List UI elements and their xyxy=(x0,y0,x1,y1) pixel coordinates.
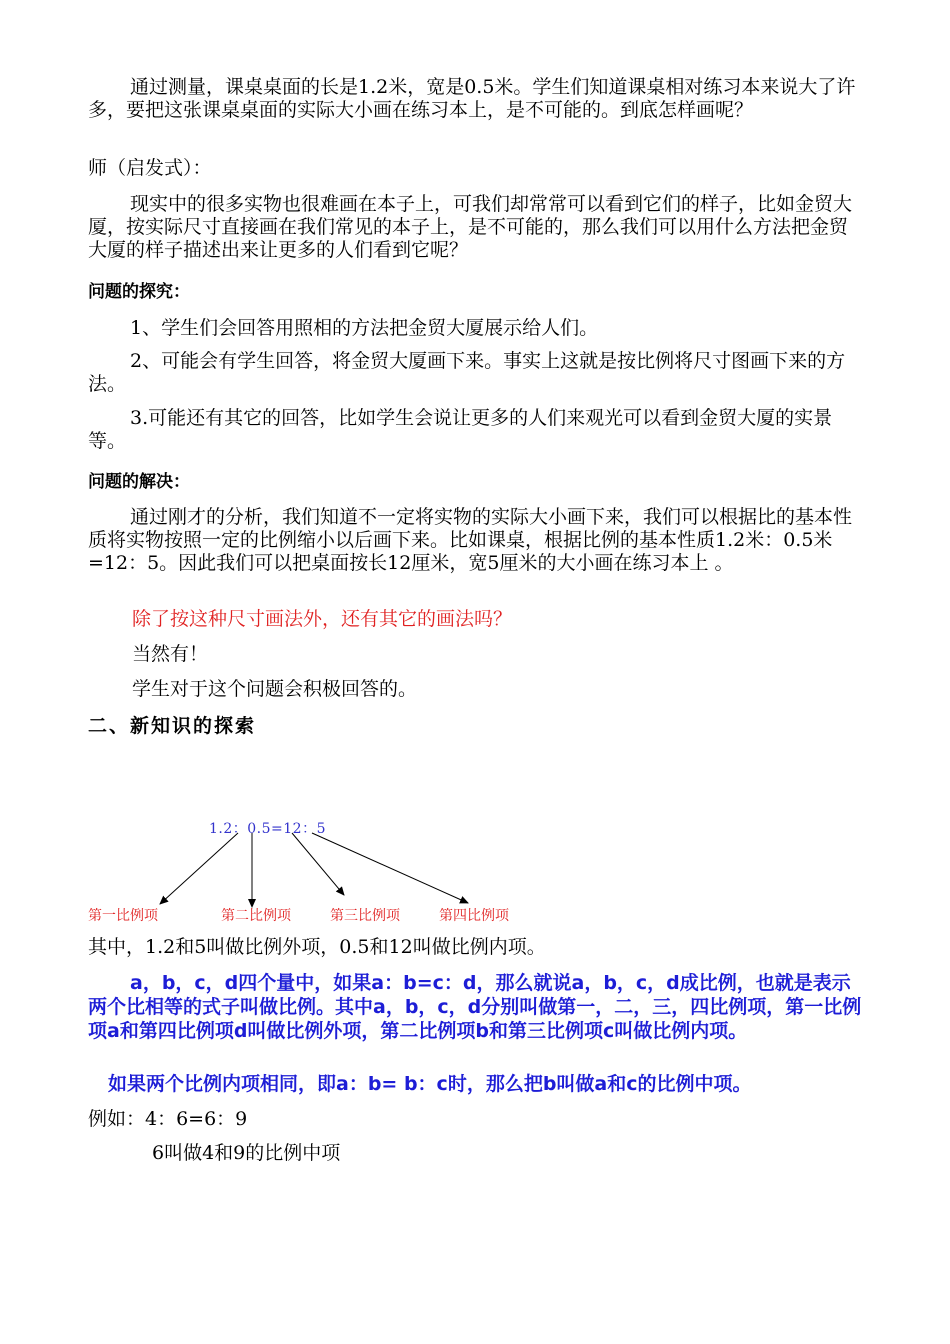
proportion-expression: 1.2：0.5=12：5 xyxy=(209,821,326,837)
explore-item-2: 2、可能会有学生回答，将金贸大厦画下来。事实上这就是按比例将尺寸图画下来的方法。 xyxy=(88,350,846,395)
explore-item-3: 3.可能还有其它的回答，比如学生会说让更多的人们来观光可以看到金贸大厦的实景等。 xyxy=(88,407,833,452)
terms-explanation: 其中，1.2和5叫做比例外项，0.5和12叫做比例内项。 xyxy=(88,936,546,958)
intro-paragraph-1: 通过测量，课桌桌面的长是1.2米，宽是0.5米。学生们知道课桌相对练习本来说大了许多，要把这张课桌桌面的实际大小画在练习本上，是不可能的。到底怎样画呢？ xyxy=(88,76,856,121)
mean-proportional-definition: 如果两个比例内项相同，即a：b= b：c时，那么把b叫做a和c的比例中项。 xyxy=(108,1073,752,1095)
example-label: 例如：4：6=6：9 xyxy=(88,1108,248,1130)
solve-question: 除了按这种尺寸画法外，还有其它的画法吗？ xyxy=(132,608,513,630)
label-second-term: 第二比例项 xyxy=(221,908,291,924)
teacher-label: 师（启发式）： xyxy=(88,157,212,179)
proportion-definition: a，b，c，d四个量中，如果a：b=c：d，那么就说a，b，c，d成比例，也就是表示两个比相等的式子叫做比例。其中a，b，c，d分别叫做第一，二，三，四比例项，第一比例项a和第四比例项d叫做比例外项，第二比例项b和第三比例项c叫做比例内项。 xyxy=(88,972,862,1042)
explore-item-1: 1、学生们会回答用照相的方法把金贸大厦展示给人们。 xyxy=(130,317,599,339)
label-fourth-term: 第四比例项 xyxy=(439,908,509,924)
solve-answer: 当然有！ xyxy=(132,643,209,665)
arrow-first-term xyxy=(160,833,238,904)
label-third-term: 第三比例项 xyxy=(330,908,400,924)
solve-note: 学生对于这个问题会积极回答的。 xyxy=(132,678,418,700)
solve-paragraph: 通过刚才的分析，我们知道不一定将实物的实际大小画下来，我们可以根据比的基本性质将实物按照一定的比例缩小以后画下来。比如课桌，根据比例的基本性质1.2米：0.5米=12：5。因此我们可以把桌面按长12厘米，宽5厘米的大小画在练习本上 。 xyxy=(88,506,853,574)
intro-paragraph-2: 现实中的很多实物也很难画在本子上，可我们却常常可以看到它们的样子，比如金贸大厦，按实际尺寸直接画在我们常见的本子上，是不可能的，那么我们可以用什么方法把金贸大厦的样子描述出来让更多的人们看到它呢？ xyxy=(88,193,853,261)
new-knowledge-heading: 二、新知识的探索 xyxy=(88,715,257,737)
arrow-third-term xyxy=(292,833,344,895)
arrow-fourth-term xyxy=(312,833,468,903)
solve-heading: 问题的解决： xyxy=(88,472,190,492)
explore-heading: 问题的探究： xyxy=(88,282,190,302)
example-text: 6叫做4和9的比例中项 xyxy=(152,1142,341,1164)
label-first-term: 第一比例项 xyxy=(88,908,158,924)
